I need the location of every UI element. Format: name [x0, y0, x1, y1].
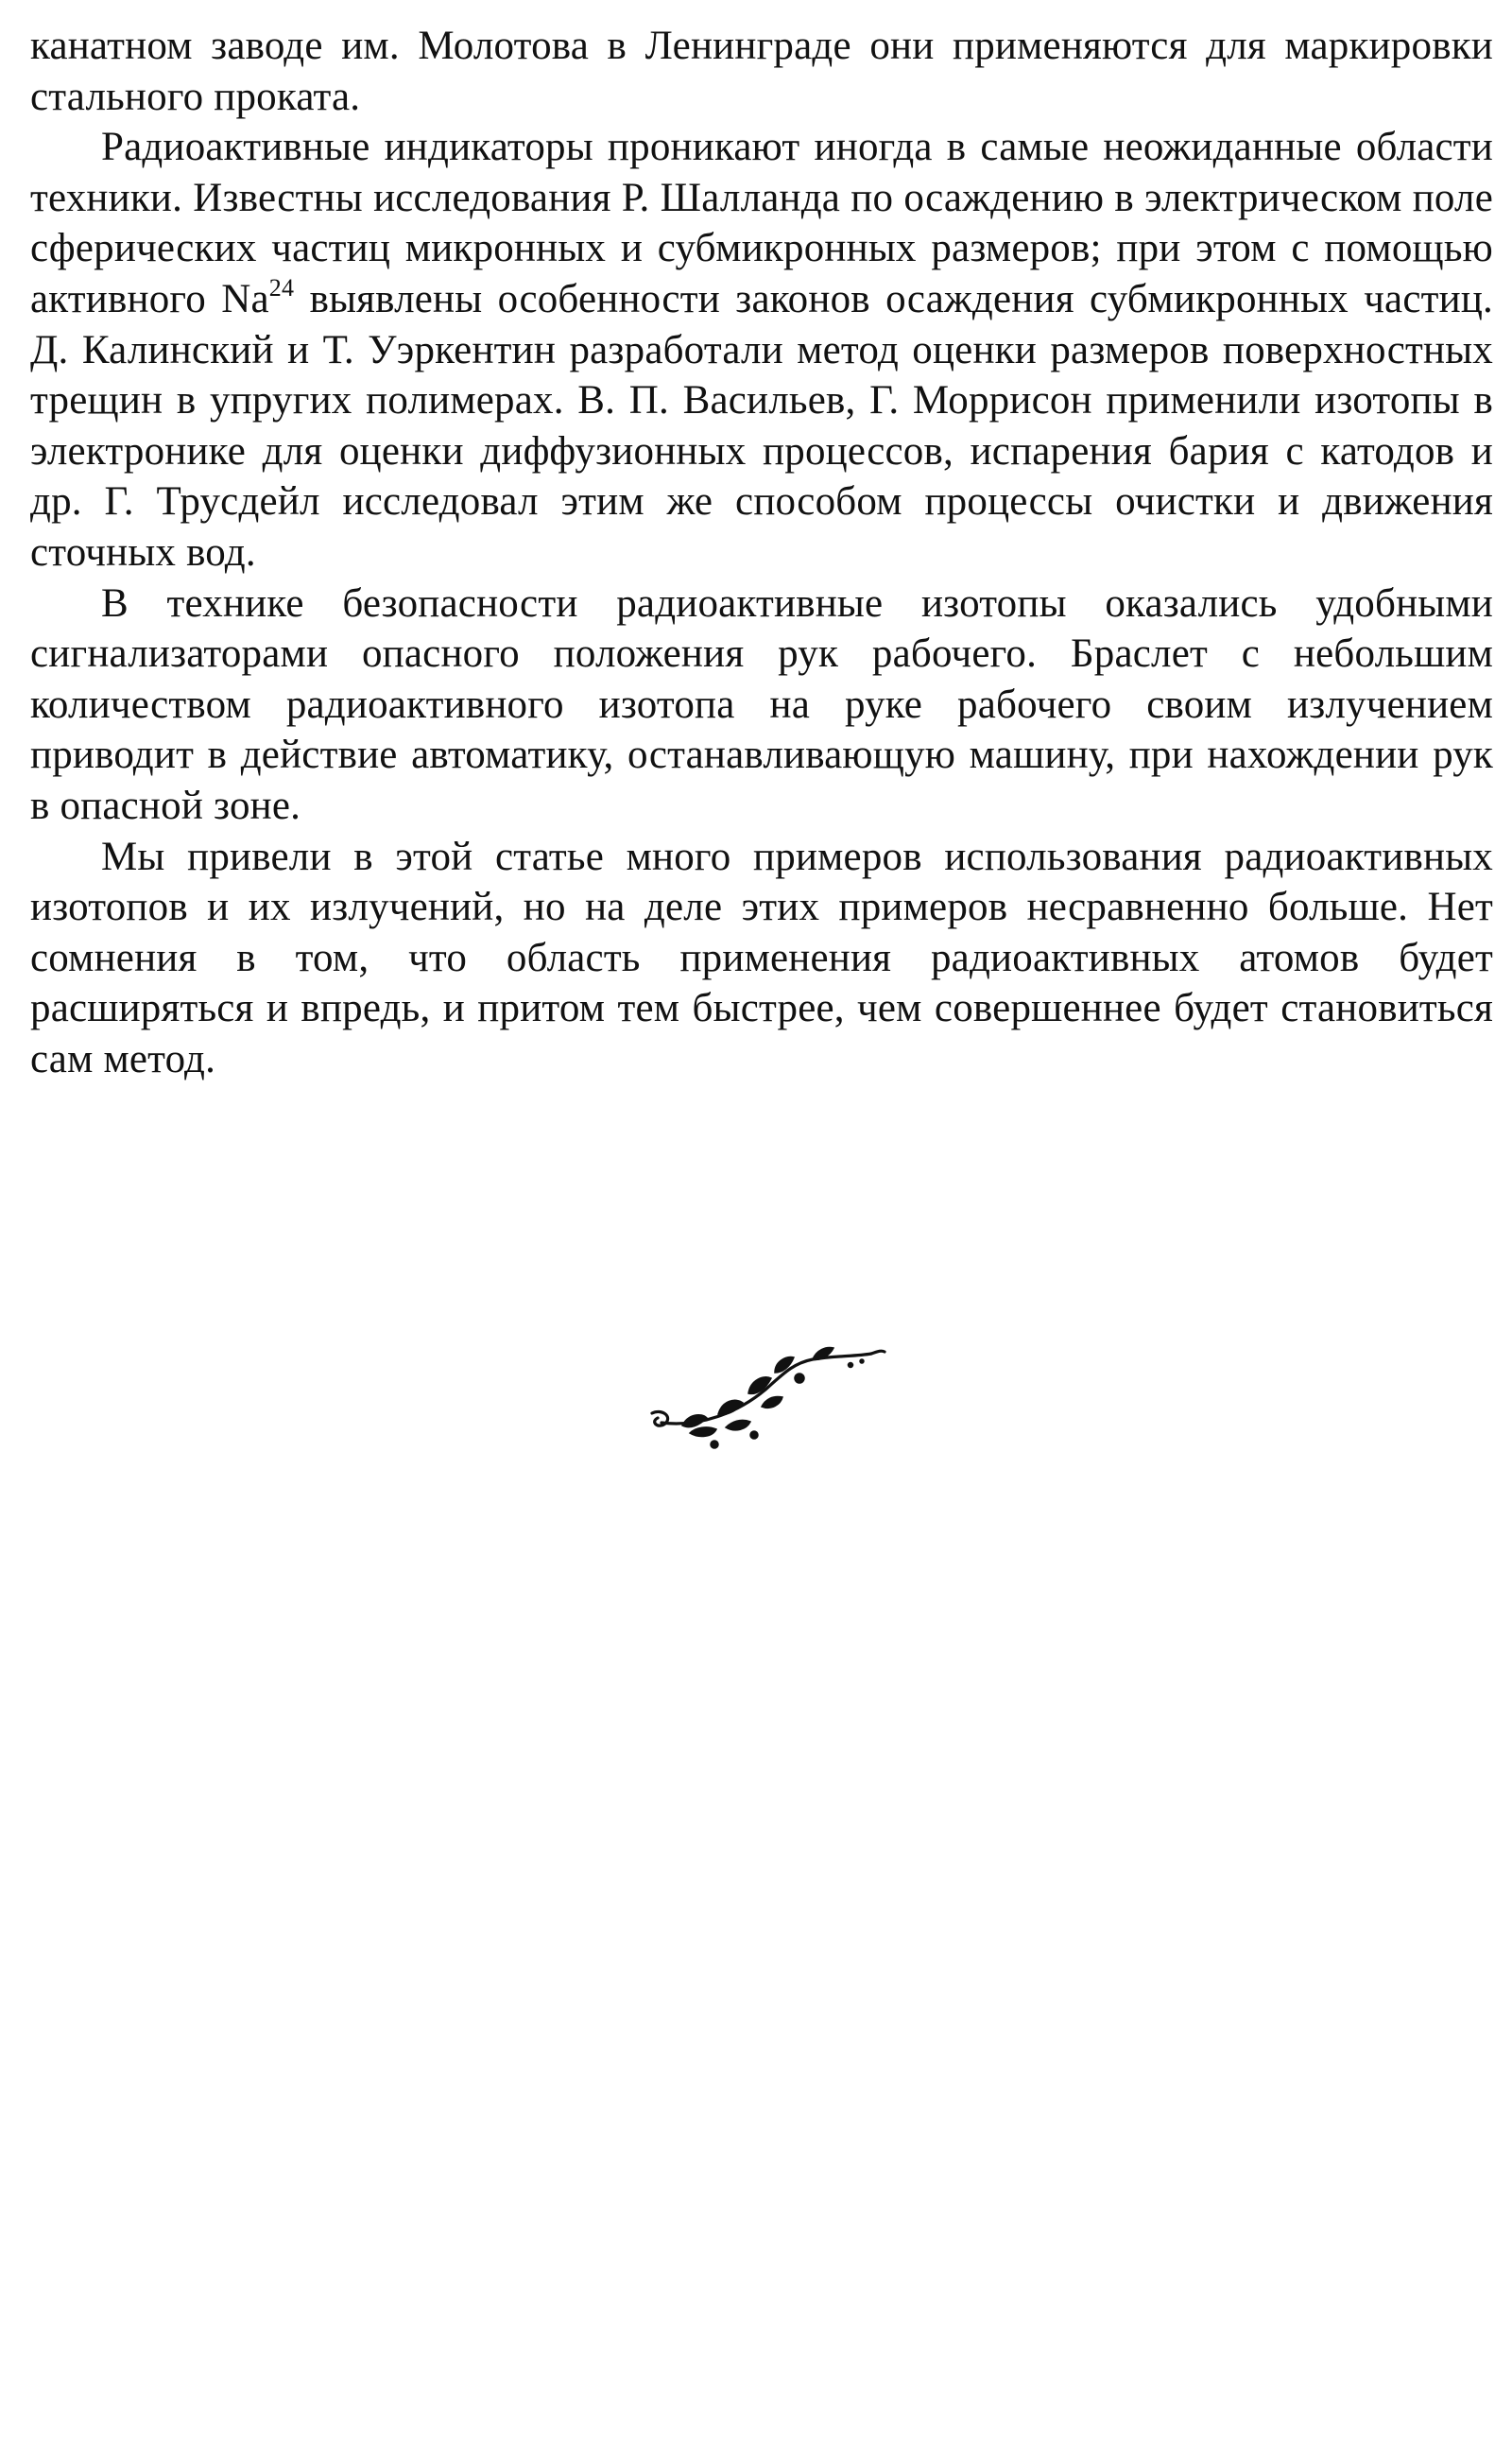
document-page	[30, 21, 1493, 1084]
paragraph-indicators-text-b: выявлены особенности законов осаждения субмикронных частиц. Д. Калинский и Т. Уэркентин разработали метод оценки размеров поверхностных трещин в упругих полимерах. В. П. Васильев, Г. Моррисон применили изотопы в электронике для оценки диффузионных процессов, испарения бария с катодов и др. Г. Трусдейл исследовал этим же способом процессы очистки и движения сточных вод.	[30, 276, 1493, 575]
paragraph-continuation: канатном заводе им. Молотова в Ленинграде они применяются для маркировки стального проката.	[30, 24, 1493, 119]
paragraph-safety: В технике безопасности радиоактивные изотопы оказались удобными сигнализаторами опасного положения рук рабочего. Браслет с небольшим количеством радиоактивного изотопа на руке рабочего своим излучением приводит в действие автоматику, останавливающую машину, при нахождении рук в опасной зоне.	[30, 580, 1493, 828]
paragraph-conclusion: Мы привели в этой статье много примеров использования радиоактивных изотопов и их излучений, но на деле этих примеров несравненно больше. Нет сомнения в том, что область применения радиоактивных атомов будет расширяться и впредь, и притом тем быстрее, чем совершеннее будет становиться сам метод.	[30, 834, 1493, 1081]
paragraph-indicators-text-a: Радиоактивные индикаторы проникают иногда в самые неожиданные области техники. Известны исследования Р. Шалланда по осаждению в электрическом поле сферических частиц микронных и субмикронных размеров; при этом с помощью активного Na	[30, 125, 1493, 321]
laurel-branch-icon	[624, 1323, 888, 1456]
isotope-superscript: 24	[268, 273, 295, 302]
paragraph-indicators	[30, 122, 1493, 578]
